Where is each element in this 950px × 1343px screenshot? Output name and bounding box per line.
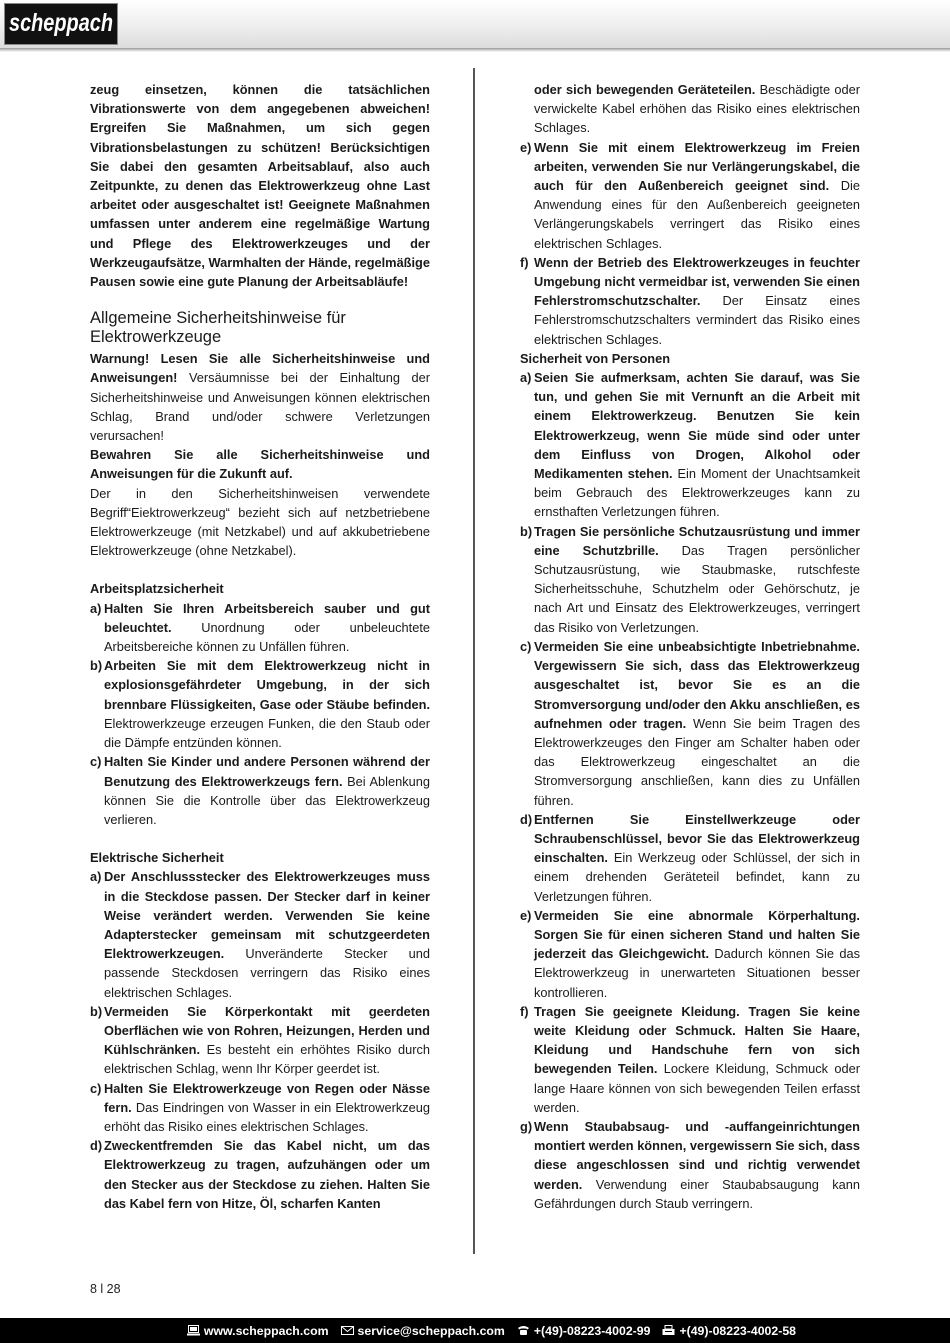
- website-text: www.scheppach.com: [203, 1323, 329, 1338]
- item-label: c): [90, 754, 102, 770]
- item-bold-text: Der Anschlussstecker des Elektrowerkzeuges muss in die Steckdose passen. Der Stecker darf in keiner Weise verändert werden. Verwenden Sie keine Adapterstecker gemeinsam mit schutzgeerdeten Elektrowerkzeugen.: [104, 869, 430, 962]
- electrical-list: [90, 867, 430, 1213]
- footer-fax[interactable]: [662, 1324, 796, 1338]
- column-divider: [473, 68, 475, 1254]
- vibration-note: zeug einsetzen, können die tatsächlichen Vibrationswerte von dem angegebenen abweichen! Ergreifen Sie Maßnahmen, um sich gegen Vibrationsbelastungen zu schützen! Berücksichtigen Sie dabei den gesamten Arbeitsablauf, also auch Zeitpunkte, zu denen das Elektrowerkzeug ohne Last arbeitet oder ausgeschaltet ist! Geeignete Maßnahmen umfassen unter anderem eine regelmäßige Wartung und Pflege des Elektrowerkzeuges und der Werkzeugaufsätze, Warmhalten der Hände, regelmäßige Pausen sowie eine gute Planung der Arbeitsabläufe!: [90, 82, 430, 290]
- item-bold-text: Zweckentfremden Sie das Kabel nicht, um das Elektrowerkzeug zu tragen, aufzuhängen oder um den Stecker aus der Steckdose zu ziehen. Halten Sie das Kabel fern von Hitze, Öl, scharfen Kanten: [104, 1138, 430, 1211]
- item-text: [534, 906, 860, 1002]
- item-text: [534, 1117, 860, 1213]
- item-plain-text: Wenn Sie beim Tragen des Elektrowerkzeuges den Finger am Schalter haben oder das Elektrowerkzeug eingeschaltet an die Stromversorgung anschließen, kann dies zu Unfällen führen.: [534, 715, 861, 808]
- item-text: [104, 752, 430, 829]
- item-label: c): [520, 638, 532, 654]
- item-text: [534, 138, 860, 253]
- header-shadow: [0, 48, 950, 52]
- item-plain-text: Elektrowerkzeuge erzeugen Funken, die den Staub oder die Dämpfe entzünden können.: [104, 715, 430, 751]
- item-plain-text: Dadurch können Sie das Elektrowerkzeug in unerwarteten Situationen besser kontrollieren.: [534, 946, 861, 1000]
- item-text: [534, 1002, 860, 1117]
- item-label: g): [520, 1118, 533, 1134]
- item-text: [104, 1002, 430, 1079]
- item-bold-text: Wenn der Betrieb des Elektrowerkzeuges in feuchter Umgebung nicht vermeidbar ist, verwenden Sie einen Fehlerstromschutzschalter.: [534, 254, 860, 309]
- item-text: [104, 656, 430, 752]
- item-label: b): [520, 523, 533, 539]
- list-item: [520, 906, 860, 1002]
- item-label: f): [520, 254, 529, 270]
- item-label: d): [520, 811, 533, 827]
- footer-email[interactable]: [341, 1324, 505, 1338]
- item-text: [534, 253, 860, 349]
- item-label: a): [90, 600, 102, 616]
- item-label: e): [520, 139, 532, 155]
- item-bold-text: Vermeiden Sie Körperkontakt mit geerdeten Oberflächen wie von Rohren, Heizungen, Herden und Kühlschränken.: [104, 1003, 430, 1058]
- list-item: [520, 1002, 860, 1117]
- list-item: [90, 656, 430, 752]
- item-plain-text: Der Einsatz eines Fehlerstromschutzschalters vermindert das Risiko eines elektrischen Schlages.: [534, 293, 860, 347]
- item-bold-text: Wenn Staubabsaug- und -auffangeinrichtungen montiert werden können, vergewissern Sie sich, dass diese angeschlossen sind und richtig verwendet werden.: [534, 1118, 860, 1192]
- personal-list: [520, 368, 860, 1213]
- workplace-safety-heading: Arbeitsplatzsicherheit: [90, 581, 224, 597]
- right-column: [520, 80, 860, 1213]
- list-item: [90, 752, 430, 829]
- fax-icon: [662, 1325, 675, 1336]
- warning-paragraph: [90, 349, 430, 445]
- item-plain-text: Die Anwendung eines für den Außenbereich geeigneten Verlängerungskabels verringert das Risiko eines elektrischen Schlages.: [534, 178, 860, 251]
- list-item: [520, 810, 860, 906]
- list-item: [90, 1079, 430, 1137]
- item-plain-text: Bei Ablenkung können Sie die Kontrolle über das Elektrowerkzeug verlieren.: [104, 773, 430, 827]
- item-bold-text: Halten Sie Ihren Arbeitsbereich sauber und gut beleuchtet.: [104, 600, 430, 635]
- item-bold-text: Vermeiden Sie eine unbeabsichtigte Inbetriebnahme. Vergewissern Sie sich, dass das Elektrowerkzeug ausgeschaltet ist, bevor Sie es an die Stromversorgung und/oder den Akku anschließen, es aufnehmen oder tragen.: [534, 638, 860, 731]
- term-definition: Der in den Sicherheitshinweisen verwendete Begriff“Eiektrowerkzeug“ bezieht sich auf netzbetriebene Elektrowerkzeuge (mit Netzkabel) und auf akkubetriebene Elektrowerkzeuge (ohne Netzkabel).: [90, 485, 430, 559]
- logo-wordmark: [7, 7, 115, 41]
- list-item: [520, 522, 860, 637]
- page-number: 8 l 28: [90, 1282, 121, 1296]
- item-bold-text: Seien Sie aufmerksam, achten Sie darauf, was Sie tun, und gehen Sie mit Vernunft an die Arbeit mit einem Elektrowerkzeug. Benutzen Sie kein Elektrowerkzeug, wenn Sie müde sind oder unter dem Einfluss von Drogen, Alkohol oder Medikamenten stehen.: [534, 370, 860, 482]
- list-item: [520, 368, 860, 522]
- phone-icon: [517, 1325, 530, 1336]
- footer-bar: [0, 1318, 950, 1343]
- logo-text: scheppach: [9, 9, 113, 37]
- item-plain-text: Das Eindringen von Wasser in ein Elektrowerkzeug erhöht das Risiko eines elektrischen Schlages.: [104, 1099, 430, 1134]
- item-label: f): [520, 1003, 529, 1019]
- electrical-safety-heading: Elektrische Sicherheit: [90, 850, 224, 866]
- item-text: [104, 867, 430, 1001]
- item-bold-text: Entfernen Sie Einstellwerkzeuge oder Schraubenschlüssel, bevor Sie das Elektrowerkzeug einschalten.: [534, 811, 860, 866]
- item-bold-text: Tragen Sie persönliche Schutzausrüstung und immer eine Schutzbrille.: [534, 523, 860, 558]
- footer-website[interactable]: [187, 1324, 329, 1338]
- item-plain-text: Unordnung oder unbeleuchtete Arbeitsbereiche können zu Unfällen führen.: [104, 619, 430, 655]
- list-item: [520, 1117, 860, 1213]
- item-text: [104, 1079, 430, 1137]
- item-label: a): [90, 869, 102, 885]
- warning-bold: Warnung! Lesen Sie alle Sicherheitshinweise und Anweisungen!: [90, 351, 430, 386]
- list-item: [90, 867, 430, 1001]
- item-plain-text: Lockere Kleidung, Schmuck oder lange Haare können von sich bewegenden Teilen erfasst werden.: [534, 1061, 860, 1115]
- item-plain-text: Das Tragen persönlicher Schutzausrüstung, wie Staubmaske, rutschfeste Sicherheitsschuhe, Schutzhelm oder Gehörschutz, je nach Art und Einsatz des Elektrowerkzeuges, verringert das Risiko von Verletzungen.: [534, 542, 860, 635]
- item-text: [104, 599, 430, 657]
- computer-icon: [187, 1325, 200, 1336]
- scheppach-logo[interactable]: [4, 3, 118, 45]
- continuation-item: [520, 80, 860, 138]
- item-label: e): [520, 907, 532, 923]
- item-bold-text: Halten Sie Elektrowerkzeuge von Regen oder Nässe fern.: [104, 1080, 430, 1115]
- item-plain-text: Verwendung einer Staubabsaugung kann Gefährdungen durch Staub verringern.: [534, 1176, 860, 1211]
- item-bold-text: Vermeiden Sie eine abnormale Körperhaltung. Sorgen Sie für einen sicheren Stand und halten Sie jederzeit das Gleichgewicht.: [534, 907, 860, 962]
- workplace-list: [90, 599, 430, 829]
- item-text: [534, 522, 860, 637]
- item-plain-text: Unveränderte Stecker und passende Steckdosen verringern das Risiko eines elektrischen Schlages.: [104, 946, 430, 1000]
- email-text: service@scheppach.com: [357, 1323, 505, 1338]
- continuation-bold: oder sich bewegenden Geräteteilen.: [534, 82, 756, 97]
- list-item: [520, 637, 860, 810]
- phone-text: +(49)-08223-4002-99: [533, 1323, 651, 1338]
- fax-text: +(49)-08223-4002-58: [679, 1323, 796, 1338]
- item-label: b): [90, 658, 103, 674]
- list-item: [90, 1002, 430, 1079]
- item-text: [104, 1136, 430, 1213]
- continuation-text: Beschädigte oder verwickelte Kabel erhöhen das Risiko eines elektrischen Schlages.: [534, 82, 860, 136]
- mail-icon: [341, 1325, 354, 1336]
- item-label: b): [90, 1003, 103, 1019]
- item-plain-text: Ein Werkzeug oder Schlüssel, der sich in einem drehenden Geräteteil befindet, kann zu Verletzungen führen.: [534, 850, 860, 904]
- item-text: [534, 637, 860, 810]
- item-label: c): [90, 1080, 102, 1096]
- item-text: [534, 810, 860, 906]
- item-bold-text: Arbeiten Sie mit dem Elektrowerkzeug nicht in explosionsgefährdeter Umgebung, in der sich brennbare Flüssigkeiten, Gase oder Stäube befinden.: [104, 658, 430, 712]
- section-title: Allgemeine Sicherheitshinweise für Elektrowerkzeuge: [90, 309, 346, 347]
- list-item: [520, 253, 860, 349]
- left-column: [90, 80, 430, 1213]
- warning-text: Versäumnisse bei der Einhaltung der Sicherheitshinweise und Anweisungen können elektrischen Schlag, Brand und/oder schwere Verletzungen verursachen!: [90, 370, 430, 444]
- electrical-list-continued: [520, 138, 860, 349]
- item-bold-text: Halten Sie Kinder und andere Personen während der Benutzung des Elektrowerkzeugs fern.: [104, 754, 430, 789]
- footer-phone[interactable]: [517, 1324, 651, 1338]
- item-label: a): [520, 370, 532, 386]
- keep-instructions: Bewahren Sie alle Sicherheitshinweise und Anweisungen für die Zukunft auf.: [90, 447, 430, 482]
- list-item: [90, 1136, 430, 1213]
- personal-safety-heading: Sicherheit von Personen: [520, 350, 671, 366]
- header-bar: [0, 0, 950, 48]
- item-bold-text: Wenn Sie mit einem Elektrowerkzeug im Freien arbeiten, verwenden Sie nur Verlängerungskabel, die auch für den Außenbereich geeignet sind.: [534, 139, 860, 194]
- item-plain-text: Es besteht ein erhöhtes Risiko durch elektrischen Schlag, wenn Ihr Körper geerdet ist.: [104, 1042, 430, 1077]
- item-plain-text: Ein Moment der Unachtsamkeit beim Gebrauch des Elektrowerkzeuges kann zu ernsthaften Verletzungen führen.: [534, 466, 861, 520]
- list-item: [520, 138, 860, 253]
- item-text: [534, 368, 860, 522]
- list-item: [90, 599, 430, 657]
- item-bold-text: Tragen Sie geeignete Kleidung. Tragen Sie keine weite Kleidung oder Schmuck. Halten Sie Haare, Kleidung und Handschuhe fern von sich bewegenden Teilen.: [534, 1003, 860, 1077]
- item-label: d): [90, 1138, 103, 1154]
